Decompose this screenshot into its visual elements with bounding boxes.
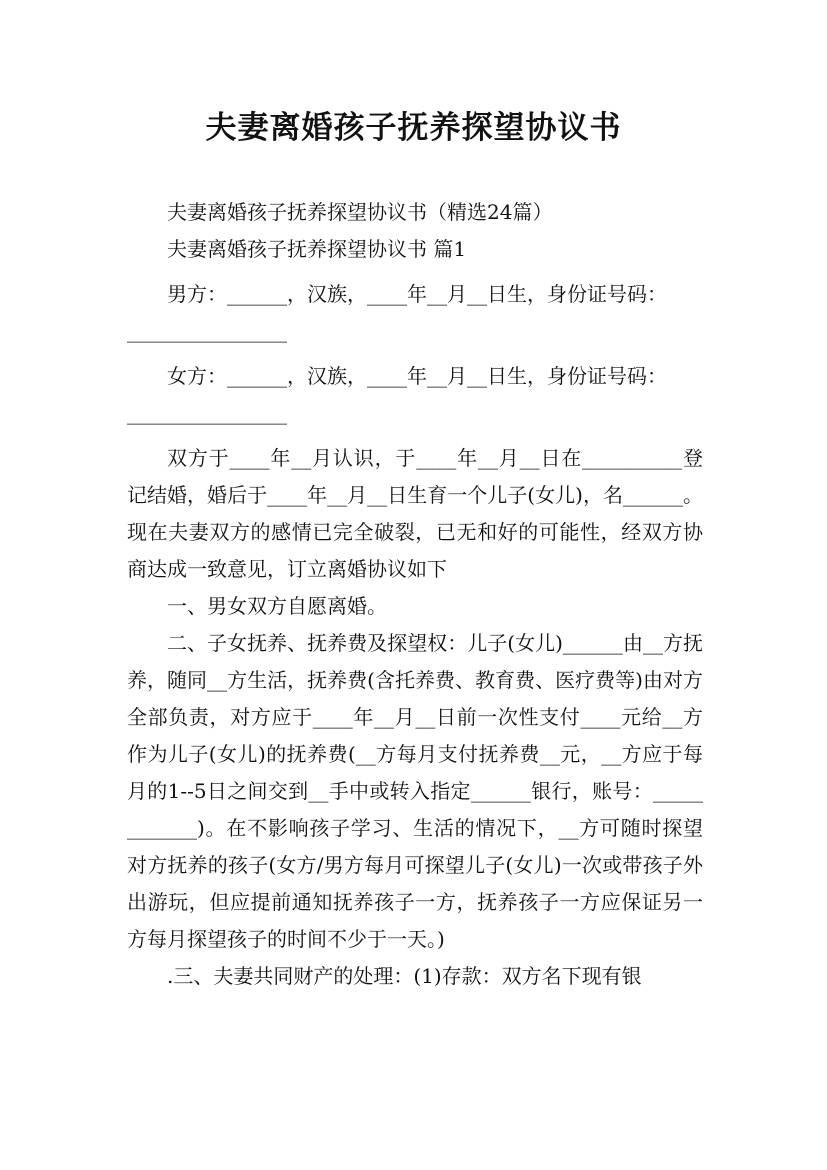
section-heading: 夫妻离婚孩子抚养探望协议书 篇1: [167, 237, 467, 261]
clause-two-custody: 二、子女抚养、抚养费及探望权：儿子(女儿)______由__方抚养，随同__方生活，抚养费(含托养费、教育费、医疗费等)由对方全部负责，对方应于____年__月__日前一次性支付____元给__方作为儿子(女儿)的抚养费(__方每月支付抚养费__元，__方应于每月的1--5日之间交到__手中或转入指定______银行，账号：____________)。在不影响孩子学习、生活的情况下，__方可随时探望对方抚养的孩子(女方/男方每月可探望儿子(女儿)一次或带孩子外出游玩，但应提前通知抚养孩子一方，抚养孩子一方应保证另一方每月探望孩子的时间不少于一天。): [127, 631, 703, 951]
male-id-blank: ________________: [127, 319, 287, 343]
clause-one: 一、男女双方自愿离婚。: [167, 594, 387, 618]
female-party-line: 女方：______，汉族，____年__月__日生，身份证号码：: [167, 364, 667, 388]
male-party-line: 男方：______，汉族，____年__月__日生，身份证号码：: [167, 282, 667, 306]
document-body: [127, 194, 703, 995]
document-title: 夫妻离婚孩子抚养探望协议书: [205, 110, 622, 146]
marriage-background-paragraph: 双方于____年__月认识，于____年__月__日在__________登记结婚，婚后于____年__月__日生育一个儿子(女儿)，名______。现在夫妻双方的感情已完全破裂，已无和好的可能性，经双方协商达成一致意见，订立离婚协议如下: [127, 446, 703, 581]
subtitle-paragraph: 夫妻离婚孩子抚养探望协议书（精选24篇）: [167, 200, 553, 224]
female-id-blank: ________________: [127, 401, 287, 425]
clause-three-property: .三、夫妻共同财产的处理：(1)存款：双方名下现有银: [167, 964, 642, 988]
